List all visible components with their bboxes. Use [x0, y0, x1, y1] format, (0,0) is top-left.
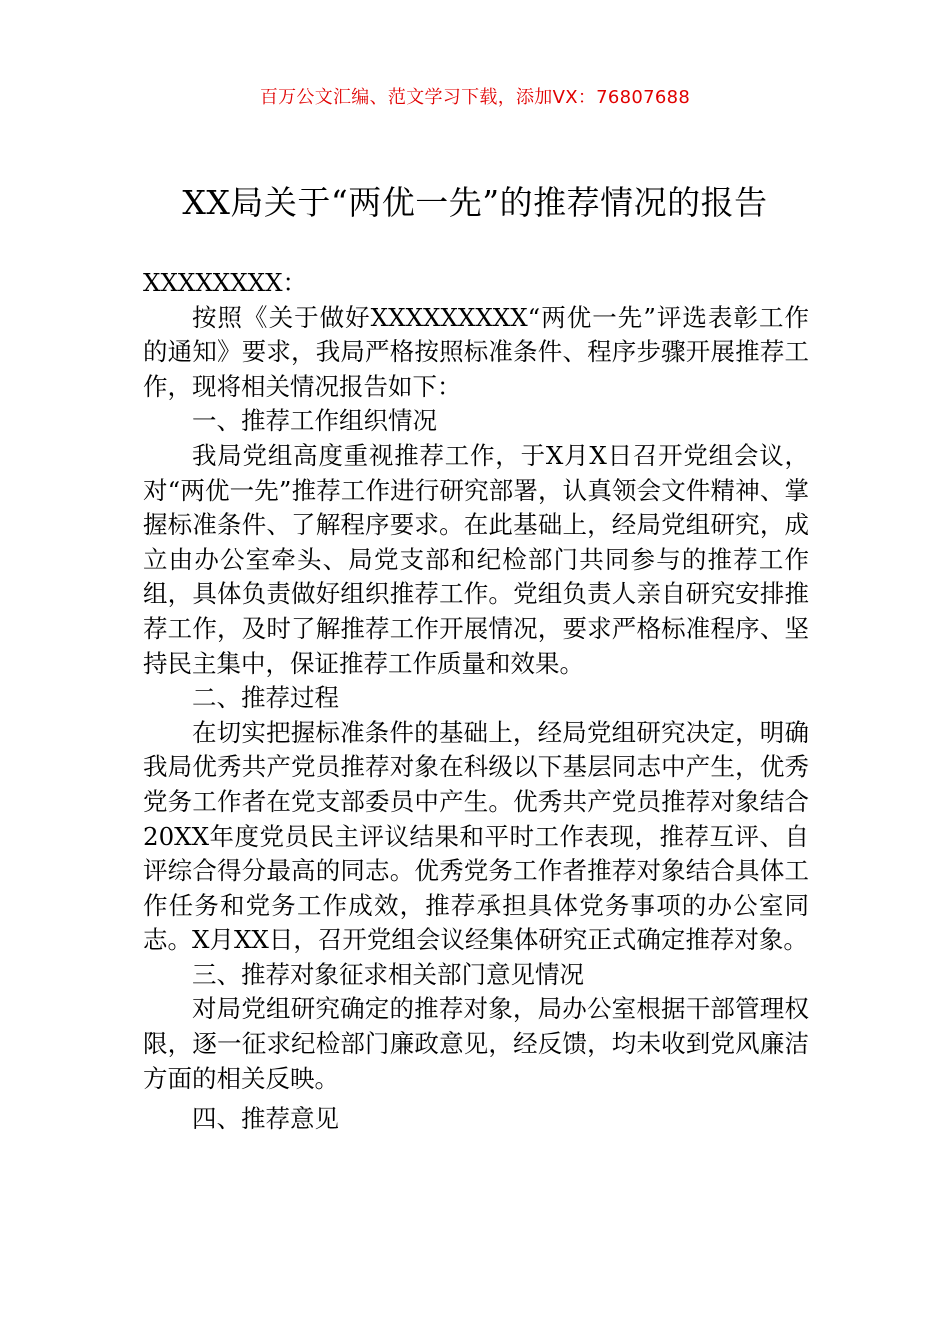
section-body-1: 我局党组高度重视推荐工作，于X月X日召开党组会议，对“两优一先”推荐工作进行研究部署，认真领会文件精神、掌握标准条件、了解程序要求。在此基础上，经局党组研究，成立由办公室牵头、局党支部和纪检部门共同参与的推荐工作组，具体负责做好组织推荐工作。党组负责人亲自研究安排推荐工作，及时了解推荐工作开展情况，要求严格标准程序、坚持民主集中，保证推荐工作质量和效果。 — [143, 440, 809, 678]
watermark-banner: 百万公文汇编、范文学习下载，添加VX：76807688 — [259, 87, 691, 108]
section-heading-2: 二、推荐过程 — [192, 683, 339, 713]
section-body-3: 对局党组研究确定的推荐对象，局办公室根据干部管理权限，逐一征求纪检部门廉政意见，经反馈，均未收到党风廉洁方面的相关反映。 — [143, 994, 809, 1093]
section-heading-3: 三、推荐对象征求相关部门意见情况 — [192, 959, 584, 989]
document-body — [143, 266, 809, 1137]
section-heading-4: 四、推荐意见 — [192, 1104, 339, 1134]
document-title: XX局关于“两优一先”的推荐情况的报告 — [182, 183, 768, 222]
intro-paragraph: 按照《关于做好XXXXXXXXX“两优一先”评选表彰工作的通知》要求，我局严格按照标准条件、程序步骤开展推荐工作，现将相关情况报告如下： — [143, 302, 809, 401]
salutation: XXXXXXXX： — [143, 268, 308, 297]
section-body-2: 在切实把握标准条件的基础上，经局党组研究决定，明确我局优秀共产党员推荐对象在科级以下基层同志中产生，优秀党务工作者在党支部委员中产生。优秀共产党员推荐对象结合20XX年度党员民主评议结果和平时工作表现，推荐互评、自评综合得分最高的同志。优秀党务工作者推荐对象结合具体工作任务和党务工作成效，推荐承担具体党务事项的办公室同志。X月XX日，召开党组会议经集体研究正式确定推荐对象。 — [143, 717, 809, 955]
section-heading-1: 一、推荐工作组织情况 — [192, 406, 437, 436]
